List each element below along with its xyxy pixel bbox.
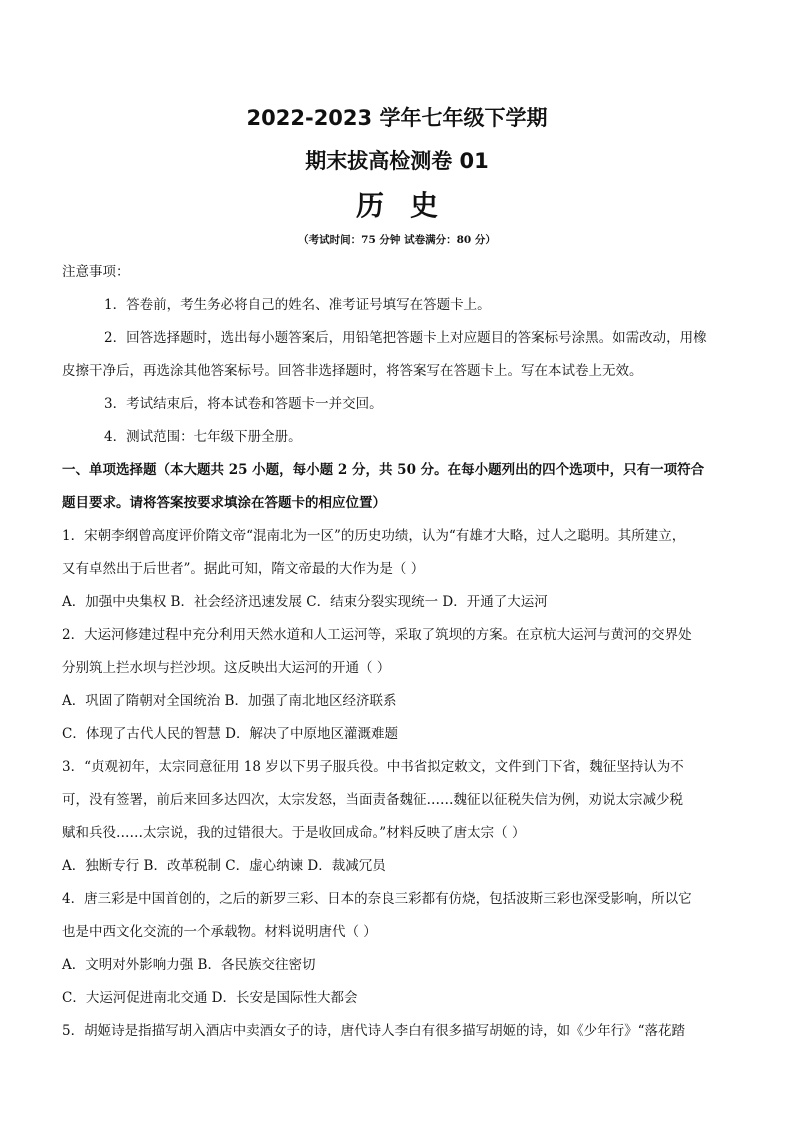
exam-time-info: （考试时间：75 分钟 试卷满分：80 分） [298,234,496,246]
question-5-line1: 5．胡姬诗是指描写胡入酒店中卖酒女子的诗，唐代诗人李白有很多描写胡姬的诗，如《少年行》“落花踏 [62,1023,685,1039]
section-heading-line2: 题目要求。请将答案按要求填涂在答题卡的相应位置） [62,495,386,511]
question-2-line2: 分别筑上拦水坝与拦沙坝。这反映出大运河的开通（ ） [62,660,391,676]
exam-title-line2: 期末拔高检测卷 01 [305,149,489,173]
section-heading-line1: 一、单项选择题（本大题共 25 小题，每小题 2 分，共 50 分。在每小题列出的四个选项中，只有一项符合 [62,462,705,478]
note-item-4: 4．测试范围：七年级下册全册。 [104,429,302,445]
question-4-line1: 4．唐三彩是中国首创的，之后的新罗三彩、日本的奈良三彩都有仿烧，包括波斯三彩也深受影响，所以它 [62,891,692,907]
question-2-options-2: C．体现了古代人民的智慧 D．解决了中原地区灌溉难题 [62,726,398,742]
question-4-options-2: C．大运河促进南北交通 D．长安是国际性大都会 [62,990,358,1006]
note-item-2: 2．回答选择题时，选出每小题答案后，用铅笔把答题卡上对应题目的答案标号涂黑。如需改动，用橡 [104,330,707,346]
question-4-line2: 也是中西文化交流的一个承载物。材料说明唐代（ ） [62,924,377,940]
exam-title-line1: 2022-2023 学年七年级下学期 [246,106,548,130]
note-item-2-cont: 皮擦干净后，再选涂其他答案标号。回答非选择题时，将答案写在答题卡上。写在本试卷上无效。 [62,363,643,379]
question-3-line3: 赋和兵役……太宗说，我的过错很大。于是收回成命。”材料反映了唐太宗（ ） [62,825,526,841]
exam-subject: 历史 [355,189,464,222]
question-3-options: A．独断专行 B．改革税制 C．虚心纳谏 D．裁减冗员 [62,858,386,874]
question-2-options-1: A．巩固了隋朝对全国统治 B．加强了南北地区经济联系 [62,693,397,709]
note-item-3: 3．考试结束后，将本试卷和答题卡一并交回。 [104,396,383,412]
question-1-line1: 1．宋朝李纲曾高度评价隋文帝“混南北为一区”的历史功绩，认为“有雄才大略，过人之聪明。其所建立， [62,528,686,544]
notes-heading: 注意事项： [62,264,130,280]
question-4-options-1: A．文明对外影响力强 B．各民族交往密切 [62,957,316,973]
note-item-1: 1．答卷前，考生务必将自己的姓名、准考证号填写在答题卡上。 [104,297,491,313]
question-2-line1: 2．大运河修建过程中充分利用天然水道和人工运河等，采取了筑坝的方案。在京杭大运河与黄河的交界处 [62,627,692,643]
question-3-line2: 可，没有签署，前后来回多达四次，太宗发怒，当面责备魏征……魏征以征税失信为例，劝说太宗减少税 [62,792,683,808]
question-3-line1: 3．“贞观初年，太宗同意征用 18 岁以下男子服兵役。中书省拟定敕文，文件到门下省，魏征坚持认为不 [62,759,684,775]
question-1-line2: 又有卓然出于后世者”。据此可知，隋文帝最的大作为是（ ） [62,561,425,577]
question-1-options: A．加强中央集权 B．社会经济迅速发展 C．结束分裂实现统一 D．开通了大运河 [62,594,548,610]
